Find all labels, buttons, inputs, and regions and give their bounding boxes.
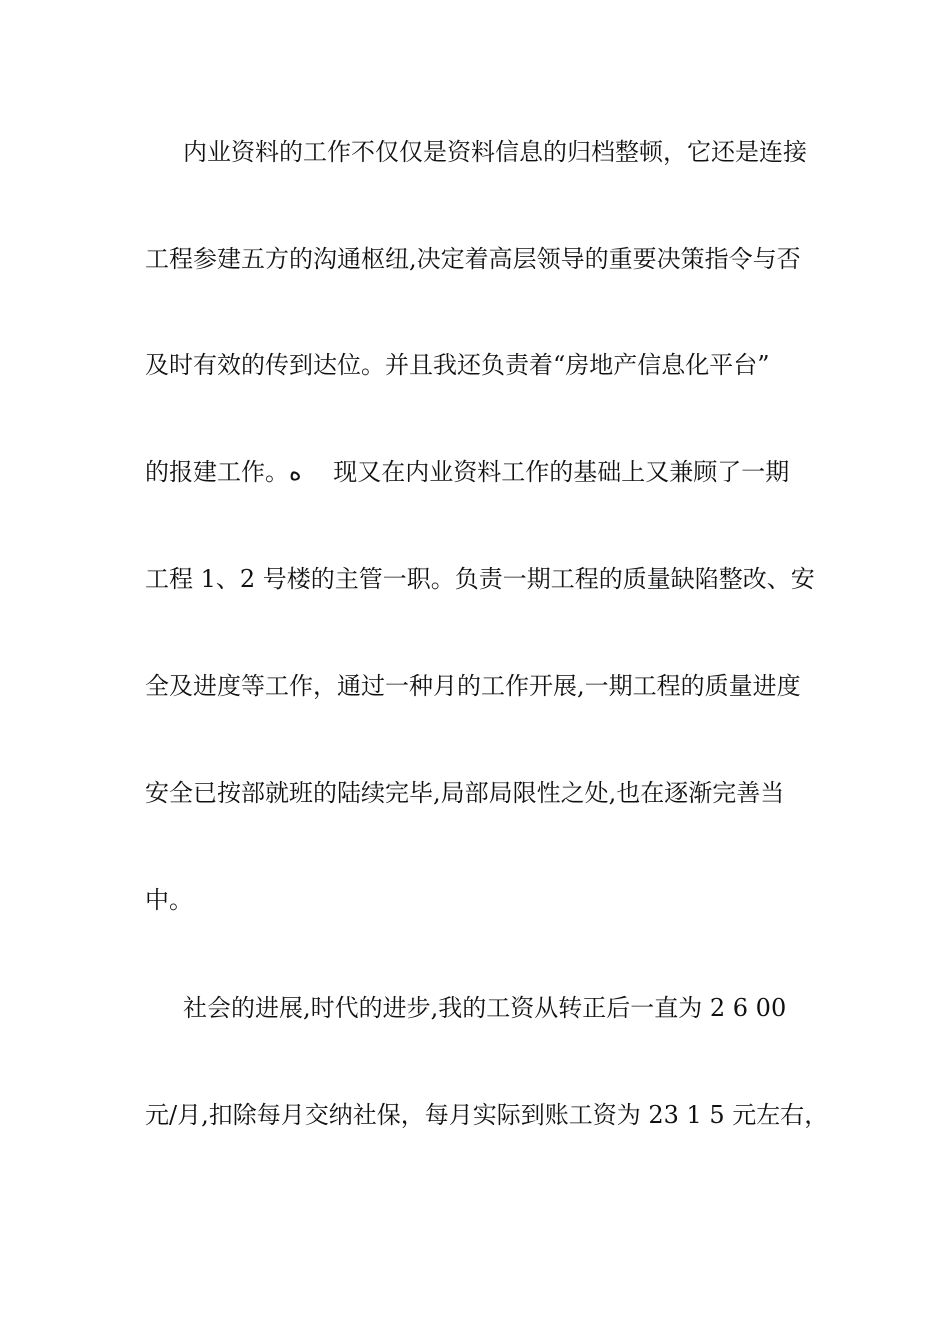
paragraph-1-line-7: 安全已按部就班的陆续完毕,局部局限性之处,也在逐渐完善当 (145, 779, 785, 807)
paragraph-2-line-1: 社会的进展,时代的进步,我的工资从转正后一直为 2 6 00 (183, 994, 787, 1022)
paragraph-1-line-3: 及时有效的传到达位。并且我还负责着“房地产信息化平台” (145, 351, 770, 379)
paragraph-1-line-4: 的报建工作。ه 现又在内业资料工作的基础上又兼顾了一期 (145, 458, 790, 486)
paragraph-1-line-5: 工程 1、2 号楼的主管一职。负责一期工程的质量缺陷整改、安 (145, 565, 815, 593)
paragraph-1-line-6: 全及进度等工作，通过一种月的工作开展,一期工程的质量进度 (145, 672, 801, 700)
paragraph-2-line-2: 元/月,扣除每月交纳社保，每月实际到账工资为 23 1 5 元左右， (145, 1101, 829, 1129)
paragraph-1-line-8: 中。 (145, 886, 193, 914)
paragraph-1-line-2: 工程参建五方的沟通枢纽,决定着高层领导的重要决策指令与否 (145, 245, 801, 273)
paragraph-1-line-1: 内业资料的工作不仅仅是资料信息的归档整顿，它还是连接 (183, 138, 807, 166)
